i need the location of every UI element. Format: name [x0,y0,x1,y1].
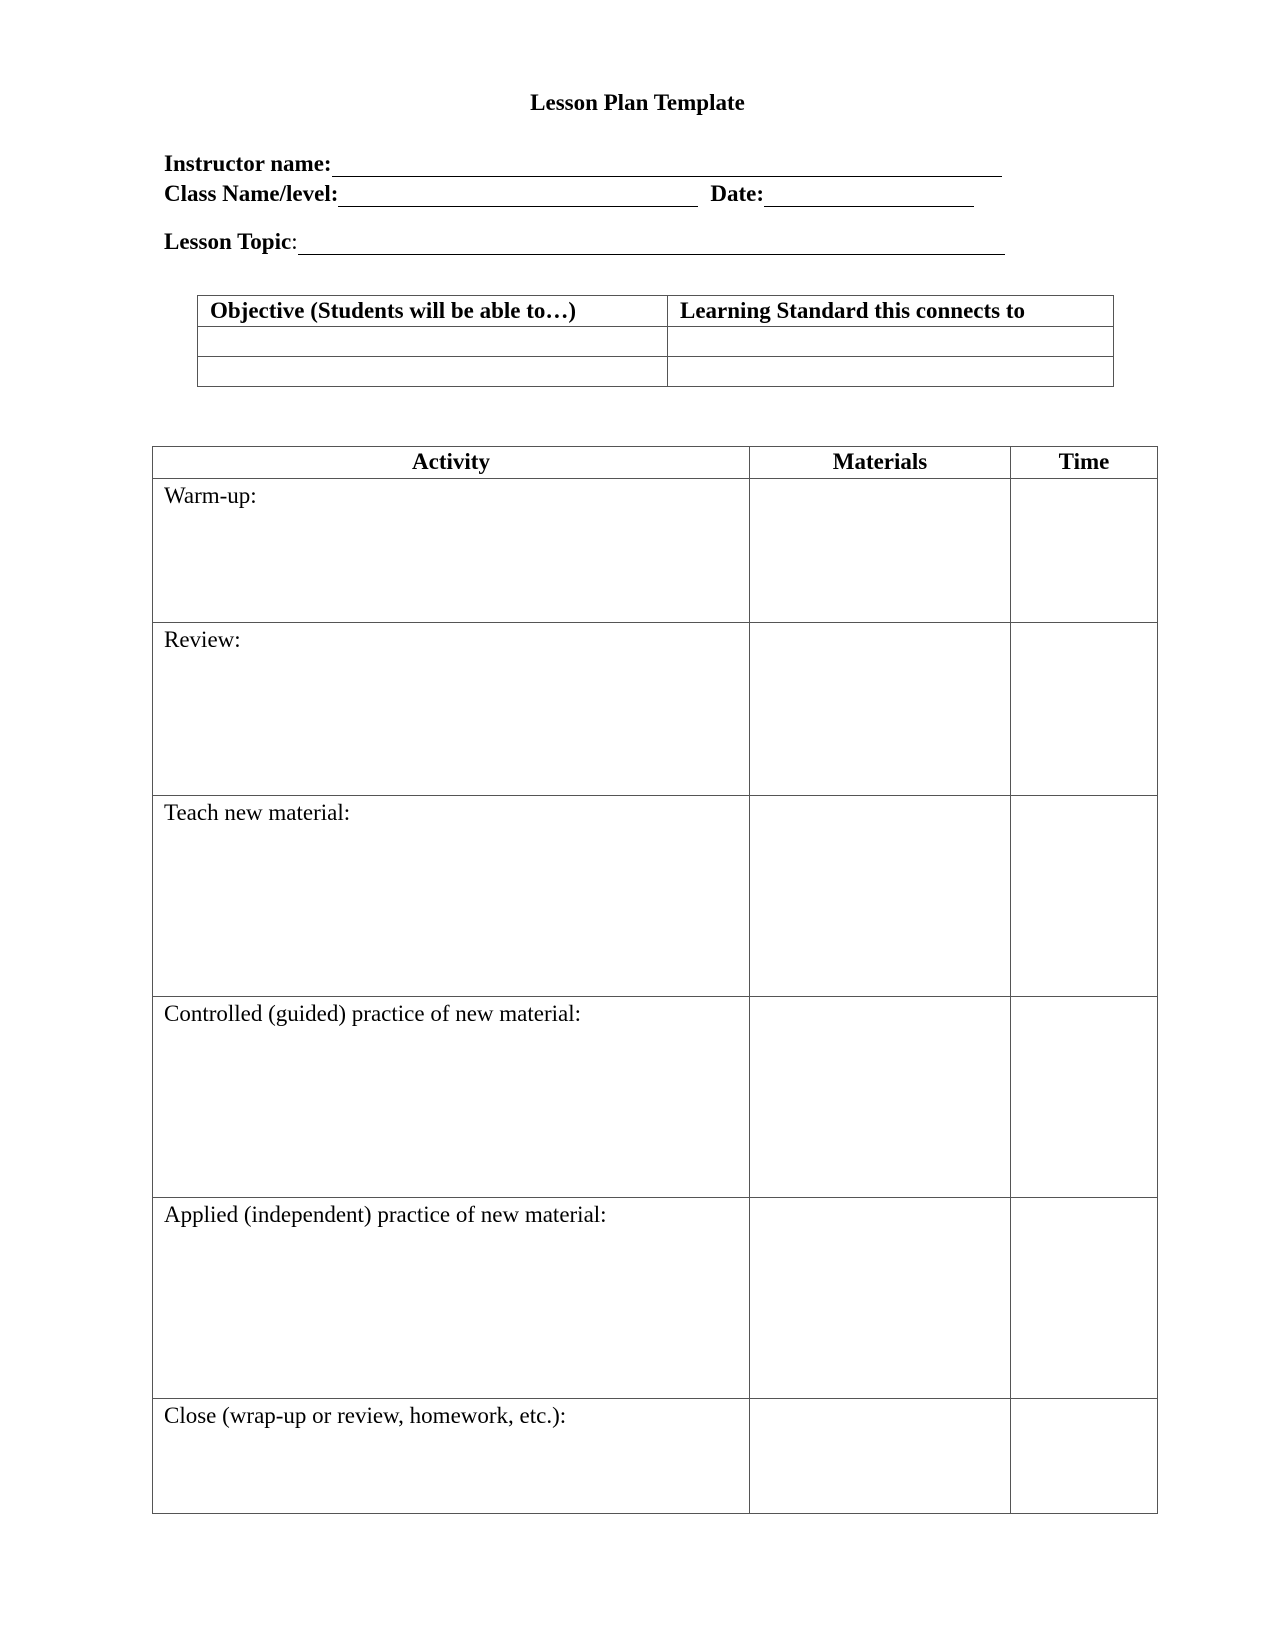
time-cell[interactable] [1011,623,1158,796]
table-row [153,796,1158,997]
lesson-topic-field [164,229,1005,255]
activity-cell-teach[interactable]: Teach new material: [153,796,750,997]
time-cell[interactable] [1011,997,1158,1198]
time-cell[interactable] [1011,796,1158,997]
time-cell[interactable] [1011,1399,1158,1514]
activity-header: Activity [153,447,750,479]
activity-cell-review[interactable]: Review: [153,623,750,796]
table-row [153,997,1158,1198]
table-row [153,1198,1158,1399]
objective-cell[interactable] [198,357,668,387]
objective-row [198,327,1114,357]
table-row [153,623,1158,796]
materials-cell[interactable] [750,479,1011,623]
table-row [153,479,1158,623]
activity-header-row [153,447,1158,479]
document-title: Lesson Plan Template [530,90,745,115]
activity-cell-applied-practice[interactable]: Applied (independent) practice of new material: [153,1198,750,1399]
activity-cell-warm-up[interactable]: Warm-up: [153,479,750,623]
time-header: Time [1011,447,1158,479]
instructor-name-label: Instructor name: [164,151,332,176]
table-row [153,1399,1158,1514]
lesson-topic-colon: : [291,229,298,254]
standard-cell[interactable] [668,357,1114,387]
activity-cell-close[interactable]: Close (wrap-up or review, homework, etc.): [153,1399,750,1514]
materials-cell[interactable] [750,1198,1011,1399]
objective-table [197,295,1114,387]
materials-cell[interactable] [750,623,1011,796]
date-blank[interactable] [764,186,974,207]
date-label: Date: [710,181,765,206]
lesson-topic-label: Lesson Topic [164,229,292,254]
standard-cell[interactable] [668,327,1114,357]
activity-table [152,446,1158,1514]
objective-row [198,357,1114,387]
materials-cell[interactable] [750,1399,1011,1514]
objective-header-row [198,296,1114,327]
class-name-field [164,181,974,207]
instructor-name-field [164,151,1002,177]
class-name-blank[interactable] [338,186,698,207]
time-cell[interactable] [1011,479,1158,623]
activity-cell-controlled-practice[interactable]: Controlled (guided) practice of new material: [153,997,750,1198]
instructor-name-blank[interactable] [332,156,1002,177]
materials-header: Materials [750,447,1011,479]
objective-cell[interactable] [198,327,668,357]
lesson-topic-blank[interactable] [298,234,1005,255]
time-cell[interactable] [1011,1198,1158,1399]
materials-cell[interactable] [750,997,1011,1198]
objective-header: Objective (Students will be able to…) [198,296,668,327]
class-name-label: Class Name/level: [164,181,339,206]
materials-cell[interactable] [750,796,1011,997]
learning-standard-header: Learning Standard this connects to [668,296,1114,327]
